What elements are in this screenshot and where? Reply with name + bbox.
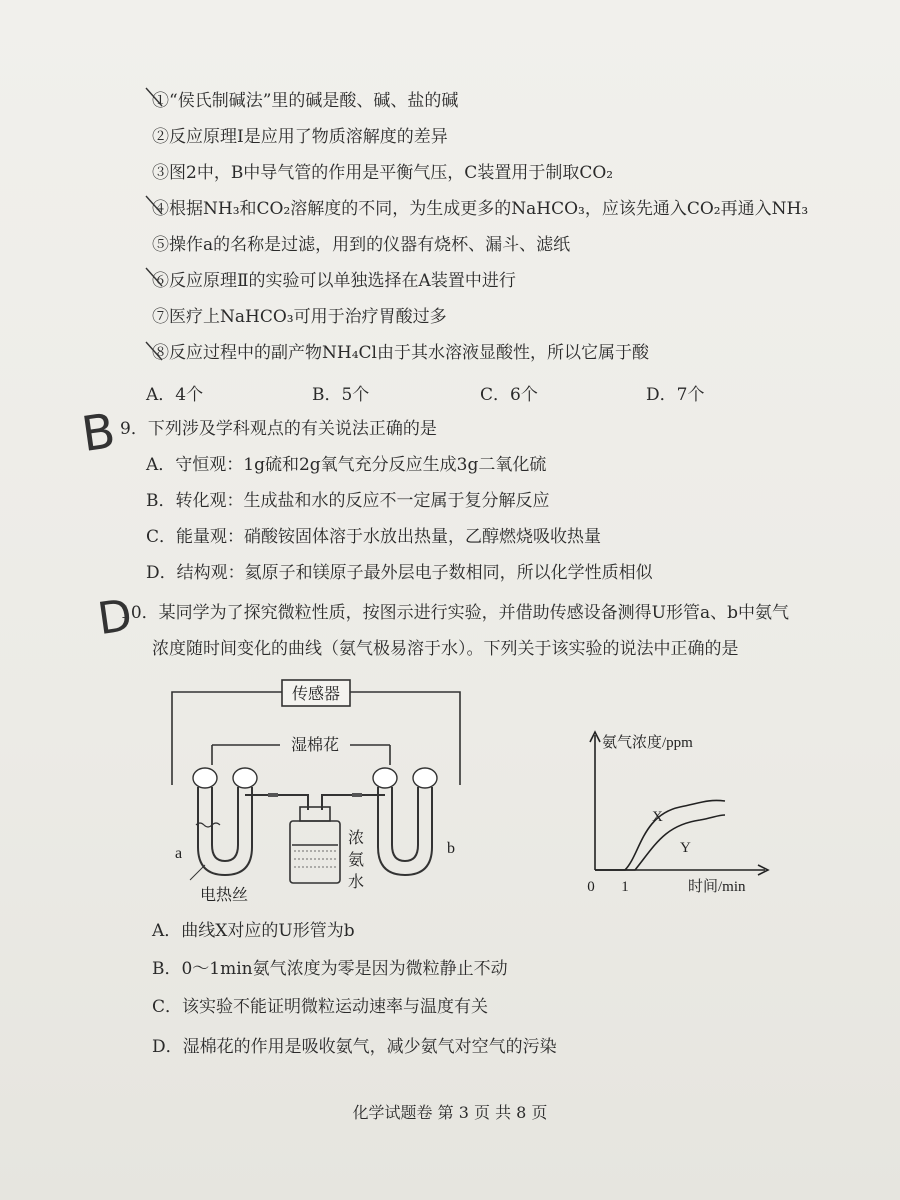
graph-tick-one: 1 xyxy=(621,879,629,895)
handwritten-answer-q10: D xyxy=(94,589,136,646)
bottle-label-1: 浓 xyxy=(348,830,365,847)
q10-option-d: D．湿棉花的作用是吸收氨气，减少氨气对空气的污染 xyxy=(152,1037,557,1057)
graph-tick-origin: 0 xyxy=(587,879,595,895)
q8-options xyxy=(146,380,786,404)
q8-item-6: ⑥反应原理Ⅱ的实验可以单独选择在A装置中进行 xyxy=(152,271,516,291)
q9-option-d: D．结构观：氦原子和镁原子最外层电子数相同，所以化学性质相似 xyxy=(146,563,653,583)
concentration-graph xyxy=(580,725,780,900)
tube-b-label: b xyxy=(447,840,455,857)
q8-option-b: B．5个 xyxy=(312,385,370,405)
q9-option-a: A．守恒观：1g硫和2g氧气充分反应生成3g二氧化硫 xyxy=(146,455,547,475)
graph-xlabel: 时间/min xyxy=(688,879,746,895)
q10-stem-line2: 浓度随时间变化的曲线（氨气极易溶于水）。下列关于该实验的说法中正确的是 xyxy=(152,639,739,659)
sensor-label: 传感器 xyxy=(291,686,341,703)
q9-stem: 9．下列涉及学科观点的有关说法正确的是 xyxy=(120,419,437,439)
strike-marks xyxy=(140,80,170,380)
bottle-label-2: 氨 xyxy=(348,852,365,869)
q10-stem-line1: 10．某同学为了探究微粒性质，按图示进行实验，并借助传感设备测得U形管a、b中氨气 xyxy=(120,603,789,623)
q9-option-b: B．转化观：生成盐和水的反应不一定属于复分解反应 xyxy=(146,491,550,511)
q8-item-7: ⑦医疗上NaHCO₃可用于治疗胃酸过多 xyxy=(152,307,447,327)
q8-option-d: D．7个 xyxy=(646,385,705,405)
q9-option-c: C．能量观：硝酸铵固体溶于水放出热量，乙醇燃烧吸收热量 xyxy=(146,527,602,547)
handwritten-answer-q9: B xyxy=(78,402,119,464)
page-footer: 化学试题卷 第 3 页 共 8 页 xyxy=(352,1103,548,1122)
q8-item-2: ②反应原理Ⅰ是应用了物质溶解度的差异 xyxy=(152,127,448,147)
heating-wire-label: 电热丝 xyxy=(200,887,249,904)
curve-x-label: X xyxy=(652,809,663,825)
bottle-label-3: 水 xyxy=(348,874,365,891)
apparatus-figure xyxy=(150,675,500,905)
curve-y-label: Y xyxy=(680,840,691,856)
q8-item-8: ⑧反应过程中的副产物NH₄Cl由于其水溶液显酸性，所以它属于酸 xyxy=(152,343,649,363)
q8-item-4: ④根据NH₃和CO₂溶解度的不同，为生成更多的NaHCO₃，应该先通入CO₂再通入NH₃ xyxy=(152,199,809,219)
q8-item-3: ③图2中，B中导气管的作用是平衡气压，C装置用于制取CO₂ xyxy=(152,163,614,183)
q8-item-5: ⑤操作a的名称是过滤，用到的仪器有烧杯、漏斗、滤纸 xyxy=(152,235,571,255)
tube-a-label: a xyxy=(175,845,183,862)
graph-ylabel: 氨气浓度/ppm xyxy=(602,735,693,751)
cotton-label: 湿棉花 xyxy=(290,737,340,754)
q10-option-b: B．0～1min氨气浓度为零是因为微粒静止不动 xyxy=(152,959,508,979)
q10-option-a: A．曲线X对应的U形管为b xyxy=(152,921,355,941)
q8-option-c: C．6个 xyxy=(480,385,538,405)
q8-option-a: A．4个 xyxy=(146,385,204,405)
q10-option-c: C．该实验不能证明微粒运动速率与温度有关 xyxy=(152,997,489,1017)
q8-item-1: ①“侯氏制碱法”里的碱是酸、碱、盐的碱 xyxy=(152,91,459,111)
